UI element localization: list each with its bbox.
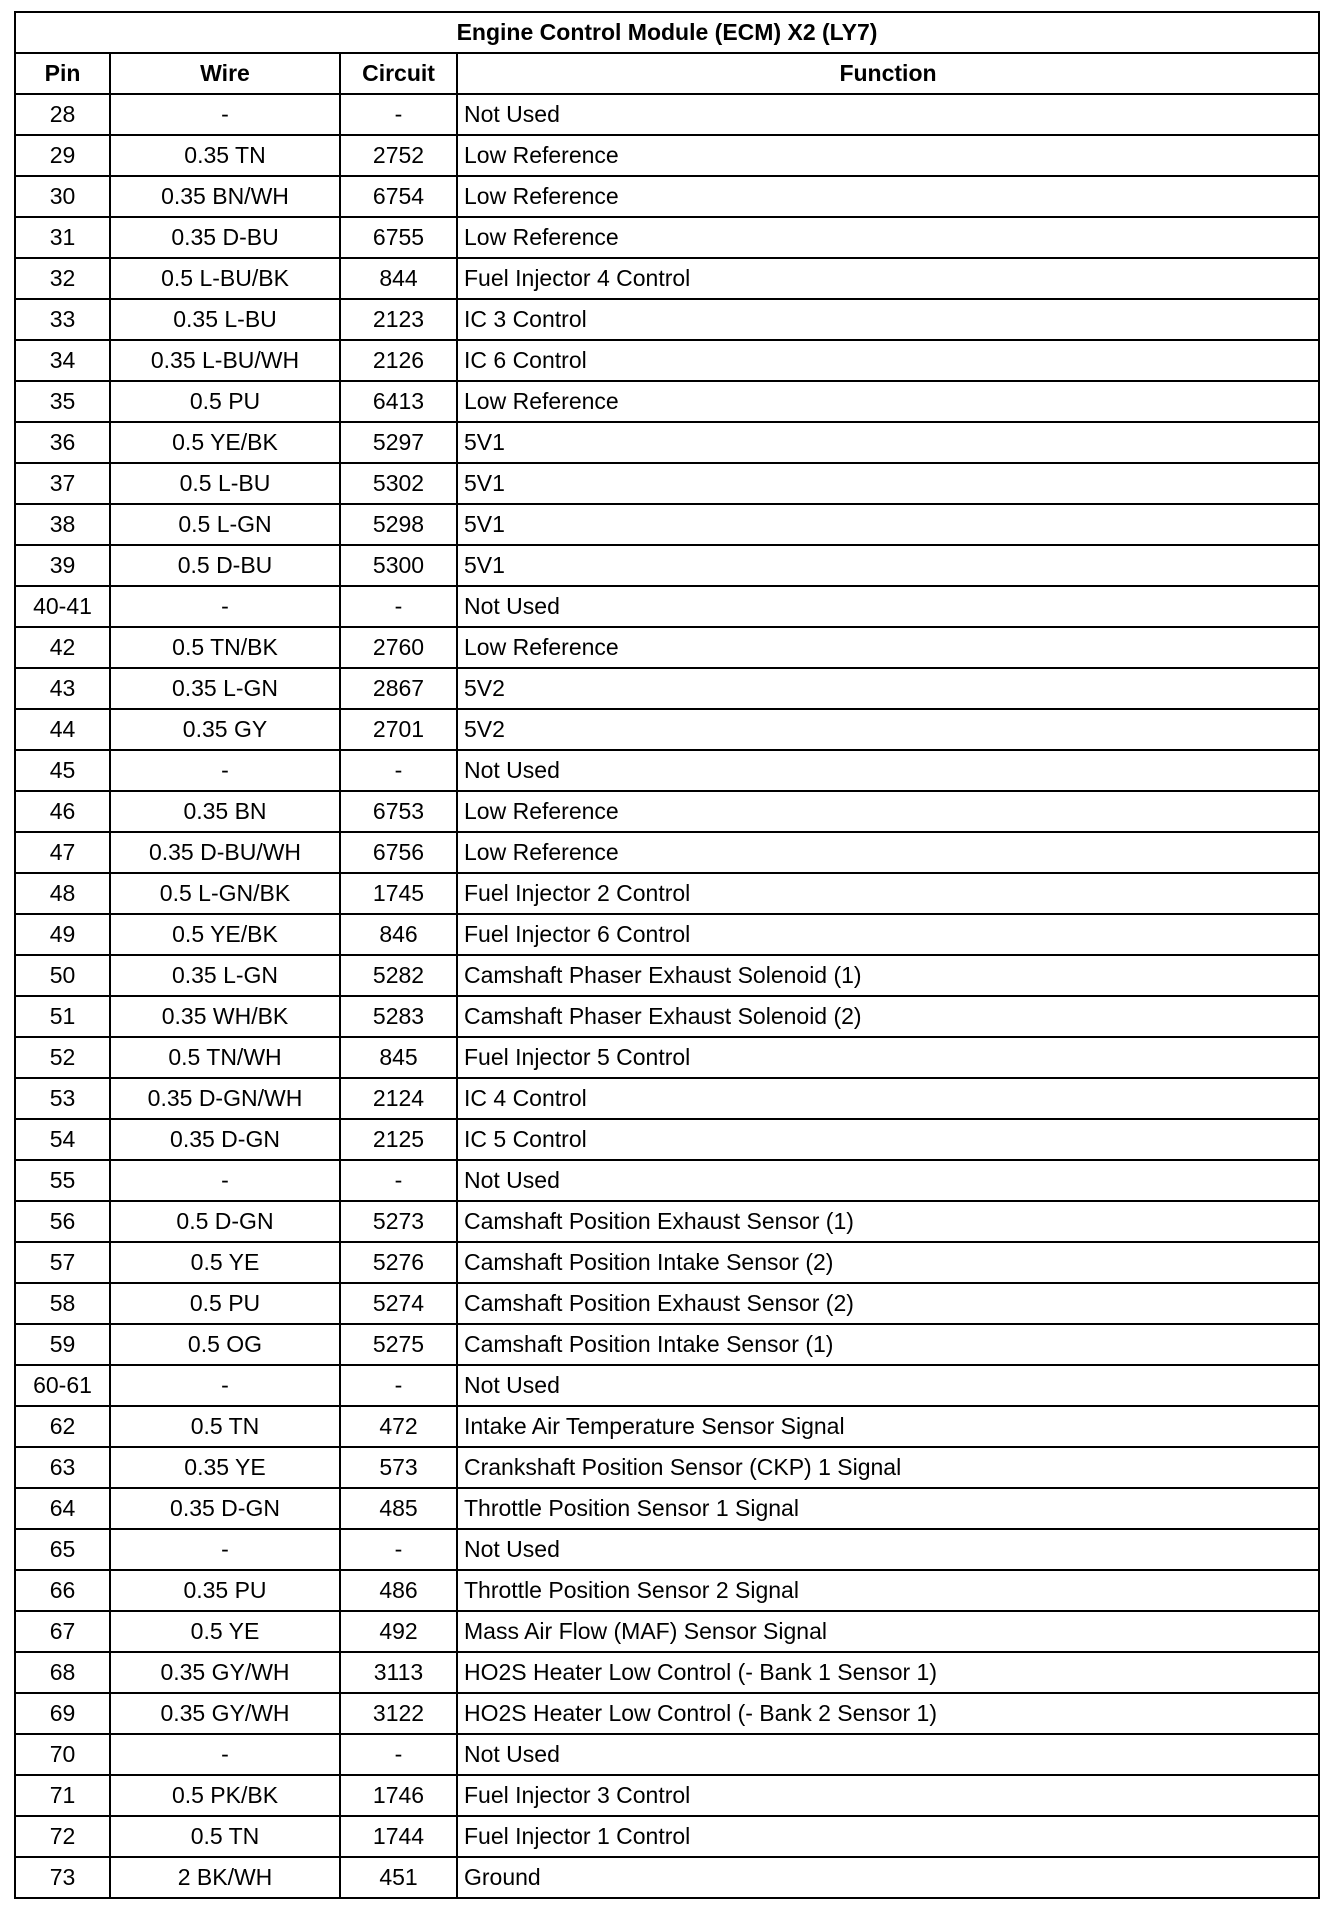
- function-cell: Not Used: [457, 1365, 1319, 1406]
- function-cell: Crankshaft Position Sensor (CKP) 1 Signal: [457, 1447, 1319, 1488]
- pin-cell: 57: [15, 1242, 110, 1283]
- circuit-cell: 5302: [340, 463, 457, 504]
- connector-pinout-document: [14, 11, 1318, 1899]
- function-cell: Ground: [457, 1857, 1319, 1898]
- wire-cell: 0.35 L-BU: [110, 299, 340, 340]
- table-row: [15, 1201, 1319, 1242]
- table-title: Engine Control Module (ECM) X2 (LY7): [15, 12, 1319, 53]
- function-cell: Low Reference: [457, 381, 1319, 422]
- wire-cell: 0.5 L-GN: [110, 504, 340, 545]
- pin-cell: 55: [15, 1160, 110, 1201]
- table-row: [15, 1406, 1319, 1447]
- circuit-cell: 3113: [340, 1652, 457, 1693]
- circuit-cell: 5275: [340, 1324, 457, 1365]
- pin-cell: 71: [15, 1775, 110, 1816]
- table-row: [15, 1365, 1319, 1406]
- circuit-cell: 5283: [340, 996, 457, 1037]
- table-row: [15, 914, 1319, 955]
- wire-cell: 0.35 L-GN: [110, 668, 340, 709]
- circuit-cell: 2125: [340, 1119, 457, 1160]
- wire-cell: -: [110, 1160, 340, 1201]
- table-row: [15, 996, 1319, 1037]
- circuit-cell: 6754: [340, 176, 457, 217]
- table-row: [15, 217, 1319, 258]
- pin-cell: 30: [15, 176, 110, 217]
- function-cell: Fuel Injector 6 Control: [457, 914, 1319, 955]
- pin-cell: 42: [15, 627, 110, 668]
- wire-cell: -: [110, 586, 340, 627]
- function-cell: Low Reference: [457, 791, 1319, 832]
- pin-cell: 43: [15, 668, 110, 709]
- table-row: [15, 832, 1319, 873]
- table-row: [15, 1816, 1319, 1857]
- wire-cell: 0.35 D-GN: [110, 1488, 340, 1529]
- circuit-cell: 845: [340, 1037, 457, 1078]
- wire-cell: 0.5 D-GN: [110, 1201, 340, 1242]
- table-row: [15, 258, 1319, 299]
- wire-cell: -: [110, 1365, 340, 1406]
- pin-cell: 52: [15, 1037, 110, 1078]
- table-row: [15, 1160, 1319, 1201]
- table-row: [15, 422, 1319, 463]
- function-cell: Mass Air Flow (MAF) Sensor Signal: [457, 1611, 1319, 1652]
- header-pin: Pin: [15, 53, 110, 94]
- function-cell: IC 5 Control: [457, 1119, 1319, 1160]
- circuit-cell: 2701: [340, 709, 457, 750]
- table-row: [15, 1324, 1319, 1365]
- pin-cell: 70: [15, 1734, 110, 1775]
- table-row: [15, 627, 1319, 668]
- function-cell: Fuel Injector 5 Control: [457, 1037, 1319, 1078]
- circuit-cell: 1746: [340, 1775, 457, 1816]
- wire-cell: 0.5 TN/WH: [110, 1037, 340, 1078]
- circuit-cell: -: [340, 1529, 457, 1570]
- table-row: [15, 1857, 1319, 1898]
- wire-cell: 0.5 TN/BK: [110, 627, 340, 668]
- function-cell: Fuel Injector 1 Control: [457, 1816, 1319, 1857]
- table-row: [15, 873, 1319, 914]
- table-row: [15, 750, 1319, 791]
- table-row: [15, 1078, 1319, 1119]
- circuit-cell: 1745: [340, 873, 457, 914]
- circuit-cell: 5273: [340, 1201, 457, 1242]
- function-cell: HO2S Heater Low Control (- Bank 1 Sensor 1): [457, 1652, 1319, 1693]
- circuit-cell: 844: [340, 258, 457, 299]
- function-cell: Camshaft Position Intake Sensor (2): [457, 1242, 1319, 1283]
- table-row: [15, 1119, 1319, 1160]
- pin-cell: 37: [15, 463, 110, 504]
- table-row: [15, 1611, 1319, 1652]
- wire-cell: 0.5 YE/BK: [110, 914, 340, 955]
- wire-cell: 2 BK/WH: [110, 1857, 340, 1898]
- table-row: [15, 299, 1319, 340]
- wire-cell: 0.5 TN: [110, 1816, 340, 1857]
- circuit-cell: 6755: [340, 217, 457, 258]
- circuit-cell: -: [340, 1734, 457, 1775]
- circuit-cell: 1744: [340, 1816, 457, 1857]
- table-row: [15, 176, 1319, 217]
- function-cell: Fuel Injector 4 Control: [457, 258, 1319, 299]
- circuit-cell: -: [340, 750, 457, 791]
- wire-cell: 0.5 PU: [110, 381, 340, 422]
- function-cell: 5V2: [457, 709, 1319, 750]
- table-title-row: [15, 12, 1319, 53]
- pin-cell: 50: [15, 955, 110, 996]
- pin-cell: 29: [15, 135, 110, 176]
- function-cell: Low Reference: [457, 627, 1319, 668]
- pin-cell: 39: [15, 545, 110, 586]
- function-cell: Throttle Position Sensor 2 Signal: [457, 1570, 1319, 1611]
- table-row: [15, 955, 1319, 996]
- wire-cell: 0.5 PK/BK: [110, 1775, 340, 1816]
- wire-cell: -: [110, 1734, 340, 1775]
- function-cell: Low Reference: [457, 176, 1319, 217]
- function-cell: 5V1: [457, 463, 1319, 504]
- function-cell: IC 6 Control: [457, 340, 1319, 381]
- circuit-cell: 451: [340, 1857, 457, 1898]
- function-cell: Camshaft Phaser Exhaust Solenoid (1): [457, 955, 1319, 996]
- table-row: [15, 791, 1319, 832]
- table-row: [15, 1283, 1319, 1324]
- function-cell: Camshaft Position Exhaust Sensor (2): [457, 1283, 1319, 1324]
- wire-cell: -: [110, 94, 340, 135]
- table-row: [15, 668, 1319, 709]
- wire-cell: 0.35 BN/WH: [110, 176, 340, 217]
- wire-cell: 0.35 GY/WH: [110, 1652, 340, 1693]
- function-cell: Throttle Position Sensor 1 Signal: [457, 1488, 1319, 1529]
- pin-cell: 48: [15, 873, 110, 914]
- circuit-cell: -: [340, 1160, 457, 1201]
- table-row: [15, 1693, 1319, 1734]
- pin-cell: 47: [15, 832, 110, 873]
- circuit-cell: 2123: [340, 299, 457, 340]
- header-row: [15, 53, 1319, 94]
- circuit-cell: -: [340, 586, 457, 627]
- table-row: [15, 504, 1319, 545]
- circuit-cell: 2760: [340, 627, 457, 668]
- function-cell: Camshaft Phaser Exhaust Solenoid (2): [457, 996, 1319, 1037]
- header-function: Function: [457, 53, 1319, 94]
- circuit-cell: 5300: [340, 545, 457, 586]
- pin-cell: 67: [15, 1611, 110, 1652]
- function-cell: Not Used: [457, 1160, 1319, 1201]
- wire-cell: 0.35 D-GN: [110, 1119, 340, 1160]
- circuit-cell: 5282: [340, 955, 457, 996]
- circuit-cell: 5276: [340, 1242, 457, 1283]
- function-cell: 5V1: [457, 504, 1319, 545]
- wire-cell: 0.5 YE: [110, 1611, 340, 1652]
- circuit-cell: 846: [340, 914, 457, 955]
- wire-cell: 0.35 TN: [110, 135, 340, 176]
- wire-cell: 0.5 PU: [110, 1283, 340, 1324]
- function-cell: Camshaft Position Exhaust Sensor (1): [457, 1201, 1319, 1242]
- function-cell: Intake Air Temperature Sensor Signal: [457, 1406, 1319, 1447]
- circuit-cell: 2752: [340, 135, 457, 176]
- pin-cell: 49: [15, 914, 110, 955]
- pin-cell: 56: [15, 1201, 110, 1242]
- wire-cell: 0.35 WH/BK: [110, 996, 340, 1037]
- circuit-cell: 2124: [340, 1078, 457, 1119]
- wire-cell: 0.35 YE: [110, 1447, 340, 1488]
- table-row: [15, 340, 1319, 381]
- table-row: [15, 1775, 1319, 1816]
- wire-cell: -: [110, 1529, 340, 1570]
- pin-cell: 62: [15, 1406, 110, 1447]
- function-cell: IC 4 Control: [457, 1078, 1319, 1119]
- pin-cell: 31: [15, 217, 110, 258]
- function-cell: 5V1: [457, 422, 1319, 463]
- table-row: [15, 1734, 1319, 1775]
- pin-cell: 73: [15, 1857, 110, 1898]
- circuit-cell: 6413: [340, 381, 457, 422]
- circuit-cell: 2867: [340, 668, 457, 709]
- wire-cell: 0.5 TN: [110, 1406, 340, 1447]
- function-cell: Not Used: [457, 750, 1319, 791]
- function-cell: Not Used: [457, 1529, 1319, 1570]
- header-circuit: Circuit: [340, 53, 457, 94]
- circuit-cell: -: [340, 94, 457, 135]
- pin-cell: 63: [15, 1447, 110, 1488]
- circuit-cell: 5298: [340, 504, 457, 545]
- function-cell: Camshaft Position Intake Sensor (1): [457, 1324, 1319, 1365]
- circuit-cell: 492: [340, 1611, 457, 1652]
- function-cell: 5V2: [457, 668, 1319, 709]
- pin-cell: 45: [15, 750, 110, 791]
- pin-cell: 66: [15, 1570, 110, 1611]
- table-row: [15, 1037, 1319, 1078]
- wire-cell: 0.5 YE: [110, 1242, 340, 1283]
- circuit-cell: -: [340, 1365, 457, 1406]
- function-cell: Low Reference: [457, 832, 1319, 873]
- pin-cell: 72: [15, 1816, 110, 1857]
- function-cell: IC 3 Control: [457, 299, 1319, 340]
- function-cell: Fuel Injector 3 Control: [457, 1775, 1319, 1816]
- table-row: [15, 381, 1319, 422]
- circuit-cell: 5274: [340, 1283, 457, 1324]
- function-cell: Not Used: [457, 586, 1319, 627]
- pin-cell: 54: [15, 1119, 110, 1160]
- table-row: [15, 94, 1319, 135]
- wire-cell: 0.35 BN: [110, 791, 340, 832]
- wire-cell: 0.5 D-BU: [110, 545, 340, 586]
- function-cell: Not Used: [457, 1734, 1319, 1775]
- circuit-cell: 6753: [340, 791, 457, 832]
- pin-cell: 58: [15, 1283, 110, 1324]
- function-cell: Not Used: [457, 94, 1319, 135]
- table-row: [15, 545, 1319, 586]
- pin-cell: 69: [15, 1693, 110, 1734]
- pin-cell: 32: [15, 258, 110, 299]
- pin-cell: 64: [15, 1488, 110, 1529]
- circuit-cell: 472: [340, 1406, 457, 1447]
- circuit-cell: 485: [340, 1488, 457, 1529]
- wire-cell: 0.35 PU: [110, 1570, 340, 1611]
- table-row: [15, 1652, 1319, 1693]
- table-row: [15, 463, 1319, 504]
- wire-cell: 0.5 L-GN/BK: [110, 873, 340, 914]
- circuit-cell: 2126: [340, 340, 457, 381]
- table-row: [15, 709, 1319, 750]
- wire-cell: 0.5 L-BU: [110, 463, 340, 504]
- table-row: [15, 1242, 1319, 1283]
- function-cell: Low Reference: [457, 135, 1319, 176]
- wire-cell: 0.35 D-BU: [110, 217, 340, 258]
- table-row: [15, 135, 1319, 176]
- circuit-cell: 6756: [340, 832, 457, 873]
- pinout-table: [14, 11, 1320, 1899]
- table-row: [15, 1488, 1319, 1529]
- pin-cell: 35: [15, 381, 110, 422]
- wire-cell: 0.35 GY/WH: [110, 1693, 340, 1734]
- pin-cell: 53: [15, 1078, 110, 1119]
- pin-cell: 44: [15, 709, 110, 750]
- function-cell: Low Reference: [457, 217, 1319, 258]
- table-row: [15, 1529, 1319, 1570]
- pin-cell: 68: [15, 1652, 110, 1693]
- function-cell: 5V1: [457, 545, 1319, 586]
- header-wire: Wire: [110, 53, 340, 94]
- table-row: [15, 586, 1319, 627]
- pin-cell: 60-61: [15, 1365, 110, 1406]
- wire-cell: 0.35 GY: [110, 709, 340, 750]
- wire-cell: 0.35 L-GN: [110, 955, 340, 996]
- circuit-cell: 3122: [340, 1693, 457, 1734]
- pin-cell: 28: [15, 94, 110, 135]
- pin-cell: 65: [15, 1529, 110, 1570]
- pin-cell: 34: [15, 340, 110, 381]
- pin-cell: 59: [15, 1324, 110, 1365]
- table-row: [15, 1570, 1319, 1611]
- function-cell: Fuel Injector 2 Control: [457, 873, 1319, 914]
- pin-cell: 33: [15, 299, 110, 340]
- circuit-cell: 486: [340, 1570, 457, 1611]
- wire-cell: 0.5 YE/BK: [110, 422, 340, 463]
- wire-cell: 0.35 L-BU/WH: [110, 340, 340, 381]
- pin-cell: 51: [15, 996, 110, 1037]
- function-cell: HO2S Heater Low Control (- Bank 2 Sensor 1): [457, 1693, 1319, 1734]
- circuit-cell: 573: [340, 1447, 457, 1488]
- pin-cell: 46: [15, 791, 110, 832]
- wire-cell: 0.35 D-BU/WH: [110, 832, 340, 873]
- pin-cell: 40-41: [15, 586, 110, 627]
- wire-cell: 0.5 OG: [110, 1324, 340, 1365]
- pin-cell: 38: [15, 504, 110, 545]
- wire-cell: 0.35 D-GN/WH: [110, 1078, 340, 1119]
- pin-cell: 36: [15, 422, 110, 463]
- table-row: [15, 1447, 1319, 1488]
- circuit-cell: 5297: [340, 422, 457, 463]
- wire-cell: -: [110, 750, 340, 791]
- wire-cell: 0.5 L-BU/BK: [110, 258, 340, 299]
